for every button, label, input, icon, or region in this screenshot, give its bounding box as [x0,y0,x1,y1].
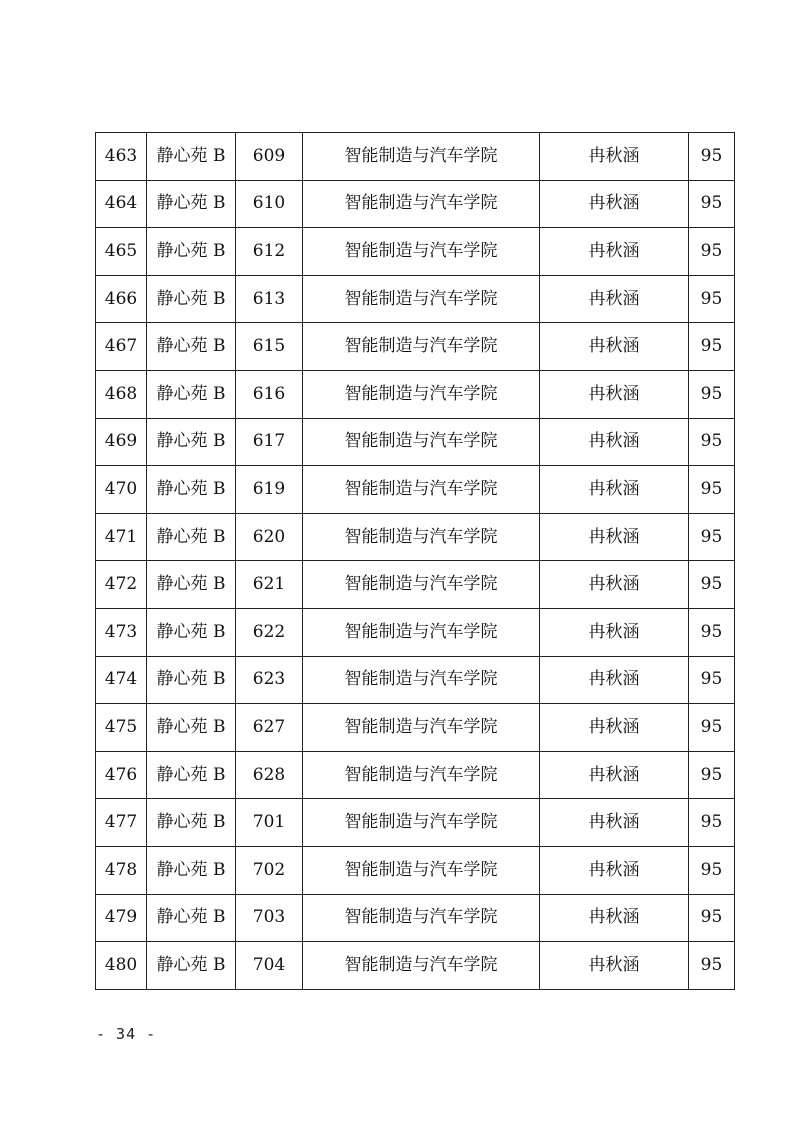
room-number-cell: 704 [236,942,303,990]
building-cell: 静心苑 B [147,466,236,514]
college-cell: 智能制造与汽车学院 [303,656,540,704]
room-number-cell: 619 [236,466,303,514]
college-cell: 智能制造与汽车学院 [303,942,540,990]
counselor-cell: 冉秋涵 [540,180,689,228]
college-cell: 智能制造与汽车学院 [303,513,540,561]
row-index-cell: 464 [96,180,147,228]
table-row [96,275,735,323]
table-row [96,133,735,181]
table-row [96,799,735,847]
building-cell: 静心苑 B [147,799,236,847]
building-cell: 静心苑 B [147,370,236,418]
score-cell: 95 [689,561,735,609]
college-cell: 智能制造与汽车学院 [303,180,540,228]
college-cell: 智能制造与汽车学院 [303,608,540,656]
table-body [96,133,735,990]
score-cell: 95 [689,608,735,656]
room-number-cell: 627 [236,704,303,752]
row-index-cell: 469 [96,418,147,466]
page-number: - 34 - [96,1025,157,1043]
table-row [96,751,735,799]
building-cell: 静心苑 B [147,846,236,894]
table-row [96,180,735,228]
row-index-cell: 471 [96,513,147,561]
building-cell: 静心苑 B [147,323,236,371]
college-cell: 智能制造与汽车学院 [303,228,540,276]
score-cell: 95 [689,228,735,276]
building-cell: 静心苑 B [147,180,236,228]
table-row [96,418,735,466]
row-index-cell: 474 [96,656,147,704]
score-cell: 95 [689,942,735,990]
dormitory-score-table [95,132,735,990]
counselor-cell: 冉秋涵 [540,418,689,466]
table-row [96,608,735,656]
room-number-cell: 620 [236,513,303,561]
room-number-cell: 616 [236,370,303,418]
room-number-cell: 703 [236,894,303,942]
counselor-cell: 冉秋涵 [540,704,689,752]
counselor-cell: 冉秋涵 [540,799,689,847]
table-row [96,942,735,990]
table-row [96,370,735,418]
row-index-cell: 465 [96,228,147,276]
table-row [96,323,735,371]
room-number-cell: 613 [236,275,303,323]
college-cell: 智能制造与汽车学院 [303,846,540,894]
inspection-table-container [95,132,734,990]
college-cell: 智能制造与汽车学院 [303,561,540,609]
score-cell: 95 [689,133,735,181]
room-number-cell: 623 [236,656,303,704]
room-number-cell: 610 [236,180,303,228]
row-index-cell: 480 [96,942,147,990]
counselor-cell: 冉秋涵 [540,513,689,561]
row-index-cell: 467 [96,323,147,371]
row-index-cell: 478 [96,846,147,894]
counselor-cell: 冉秋涵 [540,608,689,656]
building-cell: 静心苑 B [147,656,236,704]
counselor-cell: 冉秋涵 [540,133,689,181]
score-cell: 95 [689,513,735,561]
college-cell: 智能制造与汽车学院 [303,418,540,466]
college-cell: 智能制造与汽车学院 [303,799,540,847]
score-cell: 95 [689,656,735,704]
building-cell: 静心苑 B [147,608,236,656]
college-cell: 智能制造与汽车学院 [303,704,540,752]
room-number-cell: 609 [236,133,303,181]
row-index-cell: 479 [96,894,147,942]
row-index-cell: 472 [96,561,147,609]
table-row [96,228,735,276]
score-cell: 95 [689,275,735,323]
table-row [96,846,735,894]
building-cell: 静心苑 B [147,942,236,990]
table-row [96,704,735,752]
building-cell: 静心苑 B [147,418,236,466]
score-cell: 95 [689,799,735,847]
counselor-cell: 冉秋涵 [540,894,689,942]
table-row [96,561,735,609]
college-cell: 智能制造与汽车学院 [303,133,540,181]
row-index-cell: 468 [96,370,147,418]
building-cell: 静心苑 B [147,894,236,942]
building-cell: 静心苑 B [147,275,236,323]
score-cell: 95 [689,180,735,228]
counselor-cell: 冉秋涵 [540,466,689,514]
counselor-cell: 冉秋涵 [540,846,689,894]
room-number-cell: 621 [236,561,303,609]
score-cell: 95 [689,370,735,418]
score-cell: 95 [689,894,735,942]
room-number-cell: 612 [236,228,303,276]
score-cell: 95 [689,704,735,752]
college-cell: 智能制造与汽车学院 [303,370,540,418]
score-cell: 95 [689,323,735,371]
counselor-cell: 冉秋涵 [540,561,689,609]
row-index-cell: 476 [96,751,147,799]
room-number-cell: 615 [236,323,303,371]
college-cell: 智能制造与汽车学院 [303,275,540,323]
score-cell: 95 [689,846,735,894]
counselor-cell: 冉秋涵 [540,751,689,799]
room-number-cell: 628 [236,751,303,799]
college-cell: 智能制造与汽车学院 [303,466,540,514]
building-cell: 静心苑 B [147,513,236,561]
score-cell: 95 [689,466,735,514]
counselor-cell: 冉秋涵 [540,323,689,371]
college-cell: 智能制造与汽车学院 [303,894,540,942]
building-cell: 静心苑 B [147,133,236,181]
building-cell: 静心苑 B [147,704,236,752]
score-cell: 95 [689,418,735,466]
counselor-cell: 冉秋涵 [540,942,689,990]
score-cell: 95 [689,751,735,799]
table-row [96,894,735,942]
room-number-cell: 617 [236,418,303,466]
college-cell: 智能制造与汽车学院 [303,323,540,371]
room-number-cell: 702 [236,846,303,894]
row-index-cell: 470 [96,466,147,514]
college-cell: 智能制造与汽车学院 [303,751,540,799]
row-index-cell: 475 [96,704,147,752]
counselor-cell: 冉秋涵 [540,228,689,276]
counselor-cell: 冉秋涵 [540,656,689,704]
row-index-cell: 473 [96,608,147,656]
row-index-cell: 466 [96,275,147,323]
room-number-cell: 701 [236,799,303,847]
table-row [96,656,735,704]
counselor-cell: 冉秋涵 [540,370,689,418]
counselor-cell: 冉秋涵 [540,275,689,323]
room-number-cell: 622 [236,608,303,656]
building-cell: 静心苑 B [147,751,236,799]
building-cell: 静心苑 B [147,228,236,276]
row-index-cell: 463 [96,133,147,181]
table-row [96,513,735,561]
building-cell: 静心苑 B [147,561,236,609]
table-row [96,466,735,514]
row-index-cell: 477 [96,799,147,847]
